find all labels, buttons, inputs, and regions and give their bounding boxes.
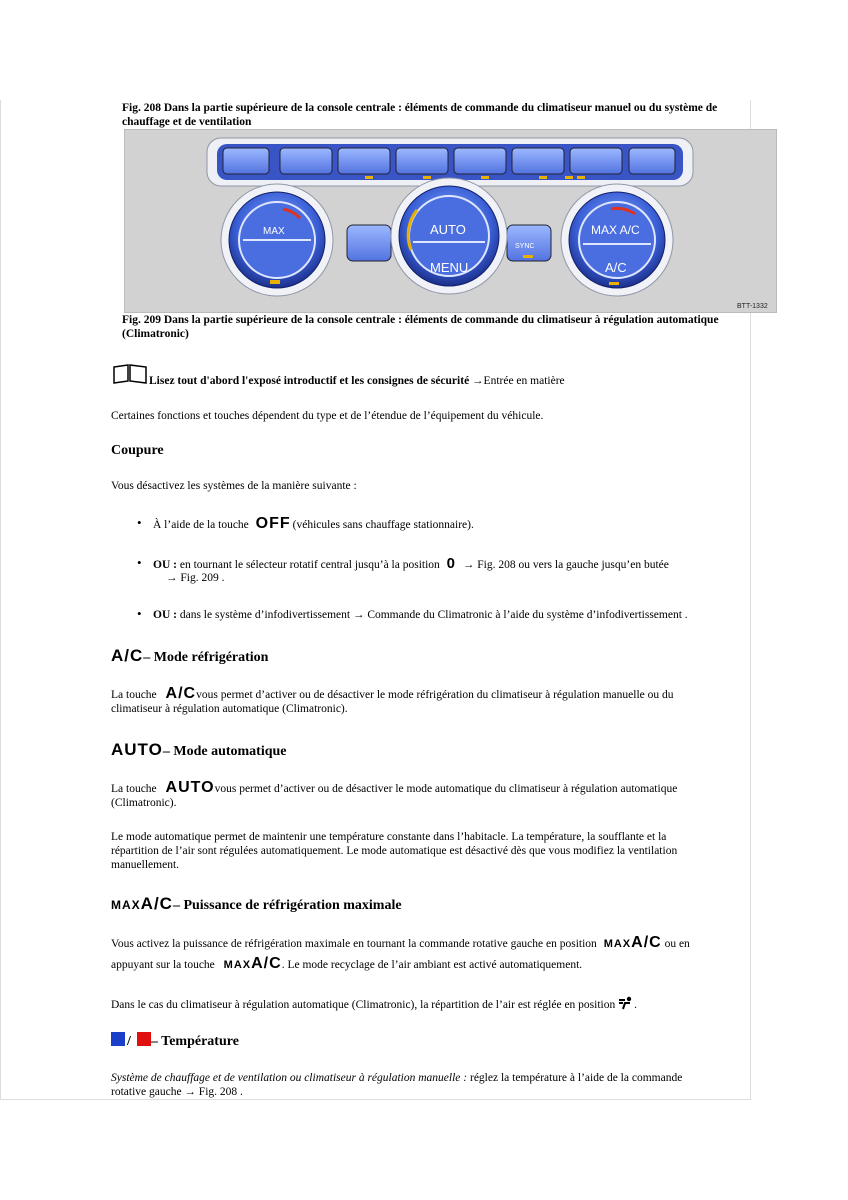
b1-pre: À l’aide de la touche [153,519,249,531]
auto-post: vous permet d’activer ou de désactiver le mode automatique du climatiseur à régulation automatique [214,783,678,795]
temp-post: réglez la température à l’aide de la commande [467,1072,683,1084]
center-knob-bottom: MENU [430,260,469,275]
bullet-dot: • [137,555,142,570]
climate-panel-figure [124,129,777,313]
max-symbol: MAX [111,898,141,912]
zero-symbol: 0 [446,555,456,572]
temp-slash: / [127,1034,131,1049]
auto-paragraph [111,781,731,796]
left-knob-label: MAX [263,226,285,237]
temp-italic: Système de chauffage et de ventilation ou climatiseur à régulation manuelle : [111,1072,468,1084]
figure-code: BTT-1332 [737,303,768,310]
sync-label: SYNC [515,243,535,250]
fig208-caption: Fig. 208 Dans la partie supérieure de la console centrale : éléments de commande du climatiseur manuel ou du système de chauffage et de ventilation [122,102,718,128]
temp-paragraph [111,1071,731,1085]
maxac-inline-ac-2: A/C [251,955,282,972]
b2-bold: OU : [153,559,177,571]
maxac-inline-ac: A/C [631,934,662,951]
auto-inline-symbol: AUTO [165,779,215,796]
ac-pre: La touche [111,689,157,701]
ac-line2: climatiseur à régulation automatique (Climatronic). [111,703,348,715]
intro-line [149,374,769,388]
ac-post: vous permet d’activer ou de désactiver le mode réfrigération du climatiseur à régulation manuelle ou du [196,689,674,701]
center-knob-top: AUTO [430,222,466,237]
auto-p2-l1: Le mode automatique permet de maintenir une température constante dans l’habitacle. La température, la soufflante et la [111,831,667,843]
b2-post: → Fig. 208 ou vers la gauche jusqu’en butée [462,559,669,571]
auto-line2: (Climatronic). [111,797,177,809]
maxac-ac-symbol: A/C [140,894,173,913]
auto-p2-l2: répartition de l’air sont régulées automatiquement. Le mode automatique est désactivé dès que vous modifiez la ventilation [111,845,678,857]
right-knob-top: MAX A/C [591,223,640,237]
climate-panel-drawing [125,130,776,312]
maxac-p2: Dans le cas du climatiseur à régulation automatique (Climatronic), la répartition de l’air est réglée en position . [111,996,751,1012]
auto-pre: La touche [111,783,157,795]
heading-ac [111,646,268,666]
heading-maxac [111,894,402,914]
ac-symbol: A/C [111,646,144,665]
bullet-3 [153,608,773,622]
maxac-line2 [111,957,731,972]
b2-pre: en tournant le sélecteur rotatif central jusqu’à la position [176,559,440,571]
auto-p2-l3: manuellement. [111,859,180,871]
maxac-heading: – Puissance de réfrigération maximale [172,898,402,913]
max-inline-symbol: MAX [603,938,632,950]
temp-heading: – Température [150,1034,239,1049]
max-inline-symbol-2: MAX [223,959,252,971]
bullet-dot: • [137,515,142,530]
bullet-2 [153,557,773,572]
b2-line2: → Fig. 209 . [166,572,225,584]
red-square-icon [137,1032,151,1046]
bullet-dot: • [137,606,142,621]
ac-paragraph [111,687,731,702]
page-frame-left [0,100,1,1100]
off-symbol: OFF [255,515,291,532]
fig209-caption: Fig. 209 Dans la partie supérieure de la console centrale : éléments de commande du climatiseur à régulation automatique (Climatronic) [122,314,719,340]
functions-note: Certaines fonctions et touches dépendent du type et de l’étendue de l’équipement du véhicule. [111,410,544,422]
auto-symbol: AUTO [111,740,163,759]
air-distribution-icon [618,996,634,1010]
heading-auto [111,740,287,760]
ac-heading: – Mode réfrigération [143,650,269,665]
intro-link[interactable]: →Entrée en matière [472,375,565,387]
book-icon [112,363,148,385]
heading-coupure: Coupure [111,443,164,458]
maxac-paragraph [111,936,731,951]
b3-bold: OU : [153,609,177,621]
ac-inline-symbol: A/C [165,685,197,702]
maxac-post: ou en [664,938,690,950]
coupure-intro: Vous désactivez les systèmes de la manière suivante : [111,480,357,492]
intro-bold: Lisez tout d'abord l'exposé introductif et les consignes de sécurité [149,375,470,387]
maxac-pre: Vous activez la puissance de réfrigération maximale en tournant la commande rotative gauche en position [111,938,597,950]
b1-post: (véhicules sans chauffage stationnaire). [292,519,474,531]
page-frame-bottom [0,1099,751,1100]
auto-heading: – Mode automatique [162,744,287,759]
maxac-p2-text: Dans le cas du climatiseur à régulation automatique (Climatronic), la répartition de l’air est réglée en position [111,999,616,1011]
heading-temp [111,1032,239,1050]
blue-square-icon [111,1032,125,1046]
temp-line2: rotative gauche → Fig. 208 . [111,1086,243,1098]
bullet-1 [153,517,773,532]
maxac-line2-pre: appuyant sur la touche [111,959,215,971]
b3-text: dans le système d’infodivertissement → Commande du Climatronic à l’aide du système d’infodivertissement . [176,609,688,621]
right-knob-bottom: A/C [605,260,627,275]
maxac-line2-post: . Le mode recyclage de l’air ambiant est activé automatiquement. [281,959,583,971]
